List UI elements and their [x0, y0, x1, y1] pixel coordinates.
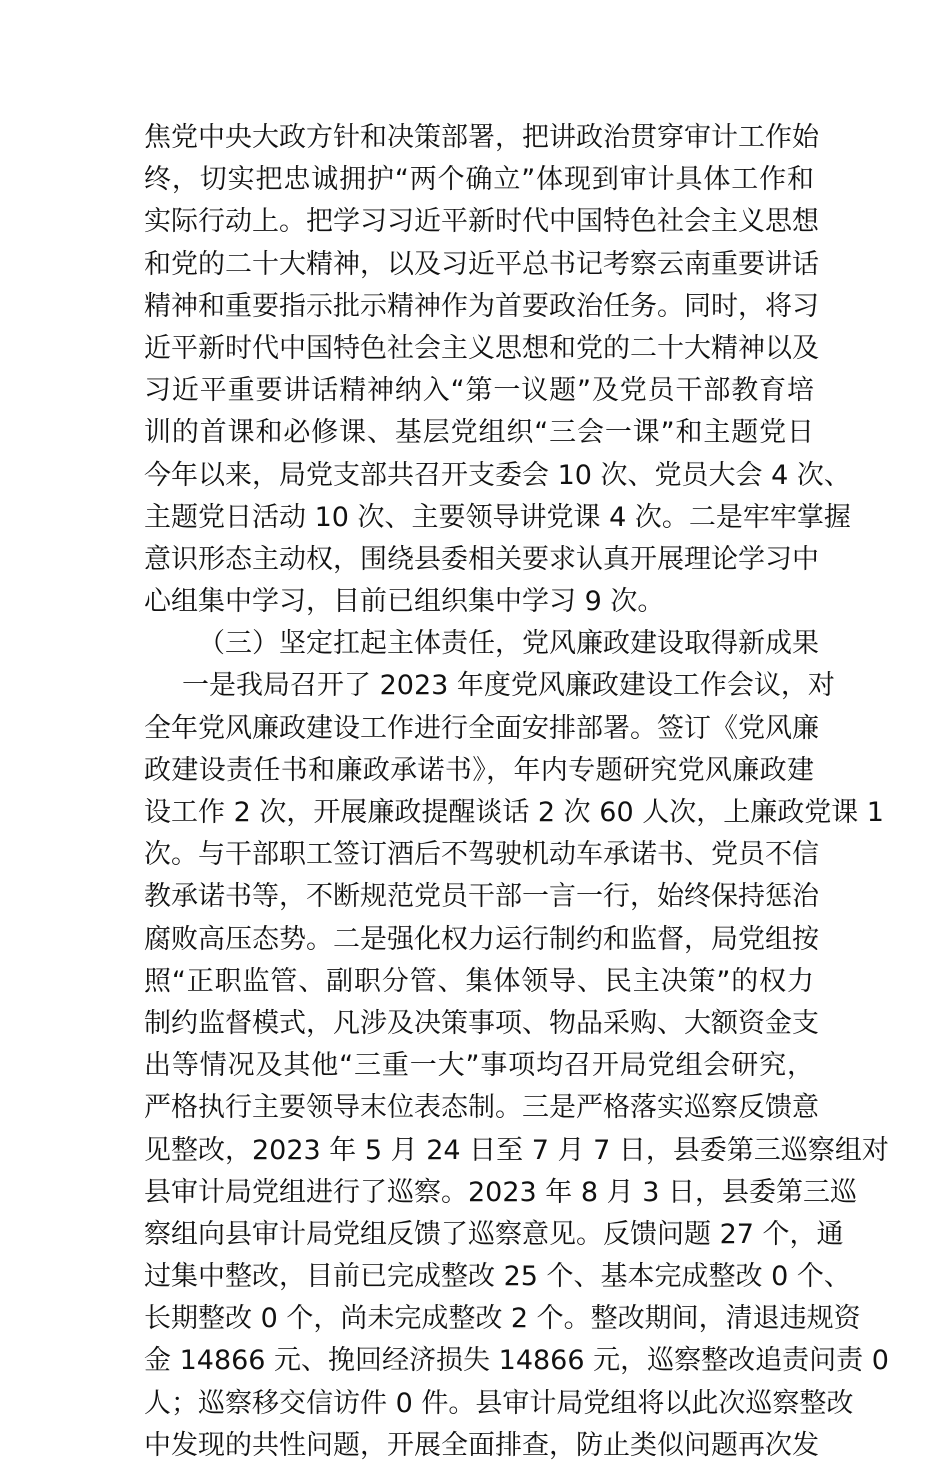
text-line: 心组集中学习，目前已组织集中学习 9 次。	[144, 586, 665, 618]
text-line: 出等情况及其他“三重一大”事项均召开局党组会研究，	[144, 1050, 814, 1082]
text-line: 金 14866 元、挽回经济损失 14866 元，巡察整改追责问责 0	[144, 1345, 889, 1377]
text-line: 见整改，2023 年 5 月 24 日至 7 月 7 日，县委第三巡察组对	[144, 1134, 889, 1166]
text-line: 全年党风廉政建设工作进行全面安排部署。签订《党风廉	[144, 712, 819, 744]
text-line: 焦党中央大政方针和决策部署，把讲政治贯穿审计工作始	[144, 122, 819, 153]
text-line: 次。与干部职工签订酒后不驾驶机动车承诺书、党员不信	[144, 839, 819, 871]
text-line: 近平新时代中国特色社会主义思想和党的二十大精神以及	[144, 332, 819, 364]
text-line: 严格执行主要领导末位表态制。三是严格落实巡察反馈意	[144, 1092, 819, 1124]
text-line: 终，切实把忠诚拥护“两个确立”体现到审计具体工作和	[144, 164, 814, 196]
text-line: 精神和重要指示批示精神作为首要政治任务。同时，将习	[144, 290, 819, 322]
text-line: 习近平重要讲话精神纳入“第一议题”及党员干部教育培	[144, 375, 814, 407]
text-line: 腐败高压态势。二是强化权力运行制约和监督，局党组按	[144, 923, 819, 955]
text-line: 今年以来，局党支部共召开支委会 10 次、党员大会 4 次、	[144, 459, 851, 491]
paragraph-first-line: 一是我局召开了 2023 年度党风廉政建设工作会议，对	[182, 670, 835, 702]
text-line: 和党的二十大精神，以及习近平总书记考察云南重要讲话	[144, 248, 819, 280]
text-line: 主题党日活动 10 次、主要领导讲党课 4 次。二是牢牢掌握	[144, 501, 851, 533]
text-line: 中发现的共性问题，开展全面排查，防止类似问题再次发	[144, 1429, 819, 1461]
text-line: 察组向县审计局党组反馈了巡察意见。反馈问题 27 个，通	[144, 1218, 844, 1250]
body-text	[144, 117, 889, 1467]
text-line: 制约监督模式，凡涉及决策事项、物品采购、大额资金支	[144, 1007, 819, 1039]
text-line: 训的首课和必修课、基层党组织“三会一课”和主题党日	[144, 417, 814, 449]
text-line: 长期整改 0 个，尚未完成整改 2 个。整改期间，清退违规资	[144, 1303, 861, 1335]
text-line: 政建设责任书和廉政承诺书》，年内专题研究党风廉政建	[144, 754, 814, 786]
text-line: 县审计局党组进行了巡察。2023 年 8 月 3 日，县委第三巡	[144, 1176, 857, 1208]
text-line: 过集中整改，目前已完成整改 25 个、基本完成整改 0 个、	[144, 1261, 851, 1293]
text-line: 照“正职监管、副职分管、集体领导、民主决策”的权力	[144, 965, 814, 997]
text-line: 设工作 2 次，开展廉政提醒谈话 2 次 60 人次，上廉政党课 1	[144, 797, 884, 828]
text-line: 教承诺书等，不断规范党员干部一言一行，始终保持惩治	[144, 881, 819, 913]
text-line: 人；巡察移交信访件 0 件。县审计局党组将以此次巡察整改	[144, 1387, 854, 1419]
text-line: 实际行动上。把学习习近平新时代中国特色社会主义思想	[144, 206, 819, 238]
section-heading: （三）坚定扛起主体责任，党风廉政建设取得新成果	[198, 628, 819, 660]
text-line: 意识形态主动权，围绕县委相关要求认真开展理论学习中	[144, 543, 819, 575]
